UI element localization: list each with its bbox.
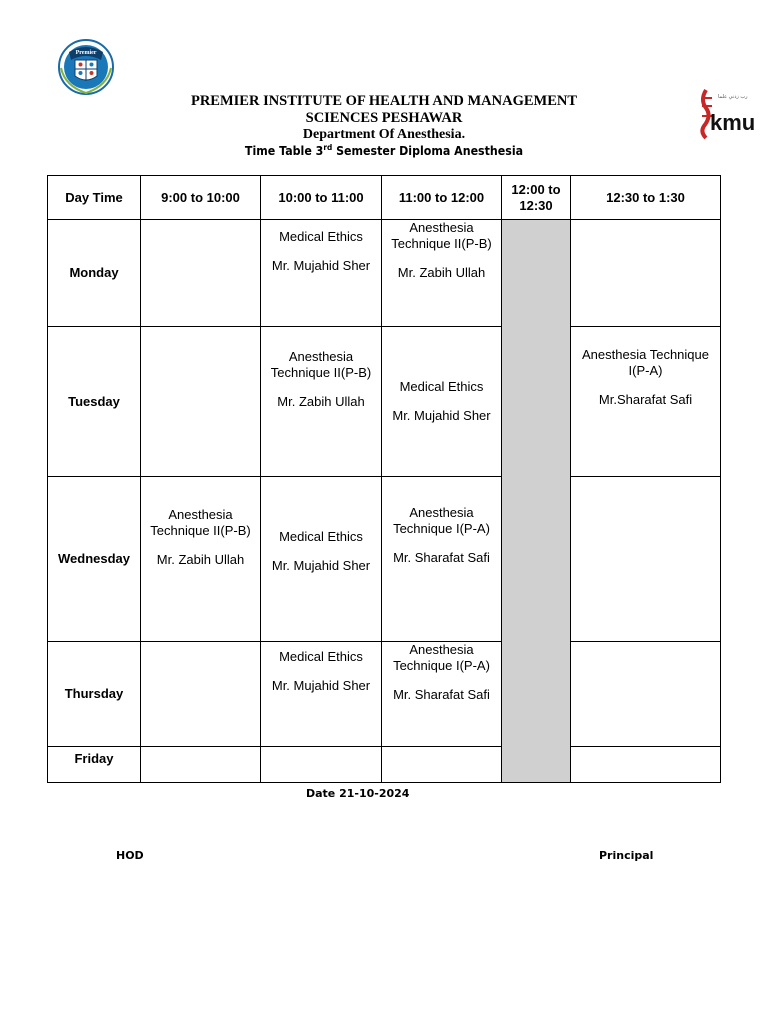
class-slot <box>141 477 261 642</box>
teacher-name: Mr. Mujahid Sher <box>271 558 371 573</box>
class-slot <box>382 477 502 642</box>
subject-name: Medical Ethics <box>279 229 363 244</box>
teacher-name: Mr. Zabih Ullah <box>277 394 365 409</box>
empty-slot <box>141 220 261 327</box>
empty-slot <box>141 327 261 477</box>
class-slot <box>382 327 502 477</box>
timetable-header-row <box>48 176 721 220</box>
empty-slot <box>141 642 261 747</box>
subject-name: Anesthesia Technique I(P-A) <box>393 505 490 536</box>
column-header: 10:00 to 11:00 <box>261 176 382 220</box>
empty-slot <box>571 220 721 327</box>
table-row <box>48 642 721 747</box>
column-header: 12:30 to 1:30 <box>571 176 721 220</box>
teacher-name: Mr. Zabih Ullah <box>397 265 486 280</box>
subject-name: Anesthesia Technique I(P-A) <box>393 642 490 673</box>
subject-name: Anesthesia Technique II(P-B) <box>150 507 251 538</box>
svg-text:Premier: Premier <box>75 50 97 56</box>
class-slot <box>571 327 721 477</box>
column-header: 11:00 to 12:00 <box>382 176 502 220</box>
class-slot <box>261 220 382 327</box>
principal-signature-label: Principal <box>599 849 654 862</box>
class-slot <box>382 220 502 327</box>
class-slot <box>261 642 382 747</box>
subject-name: Anesthesia Technique II(P-B) <box>391 220 492 251</box>
class-slot <box>261 477 382 642</box>
kmu-logo-text: kmu <box>710 110 756 135</box>
svg-text:رب زدني علما: رب زدني علما <box>718 94 748 100</box>
day-label: Tuesday <box>48 327 141 477</box>
institute-name-line1: PREMIER INSTITUTE OF HEALTH AND MANAGEMENT <box>190 93 578 109</box>
class-slot <box>382 642 502 747</box>
empty-slot <box>261 747 382 783</box>
teacher-name: Mr. Mujahid Sher <box>271 678 371 693</box>
subject-name: Medical Ethics <box>399 379 484 394</box>
day-label: Thursday <box>48 642 141 747</box>
subject-name: Medical Ethics <box>279 649 363 664</box>
empty-slot <box>382 747 502 783</box>
teacher-name: Mr. Sharafat Safi <box>393 687 490 702</box>
subject-name: Anesthesia Technique I(P-A) <box>582 347 709 378</box>
teacher-name: Mr. Sharafat Safi <box>393 550 490 565</box>
teacher-name: Mr. Zabih Ullah <box>156 552 245 567</box>
timetable-title: Time Table 3rd Semester Diploma Anesthesia <box>244 143 524 158</box>
empty-slot <box>571 642 721 747</box>
day-label: Friday <box>48 747 141 783</box>
institute-name-line2: SCIENCES PESHAWAR <box>305 110 463 126</box>
class-slot <box>261 327 382 477</box>
premier-institute-logo <box>55 38 117 96</box>
subject-name: Medical Ethics <box>279 529 363 544</box>
column-header: 12:00 to 12:30 <box>502 176 571 220</box>
table-row <box>48 220 721 327</box>
day-label: Monday <box>48 220 141 327</box>
teacher-name: Mr.Sharafat Safi <box>598 392 693 407</box>
subject-name: Anesthesia Technique II(P-B) <box>270 349 372 380</box>
teacher-name: Mr. Mujahid Sher <box>392 408 491 423</box>
empty-slot <box>141 747 261 783</box>
table-row <box>48 477 721 642</box>
hod-signature-label: HOD <box>116 849 144 862</box>
empty-slot <box>571 747 721 783</box>
timetable <box>47 175 721 783</box>
table-row <box>48 327 721 477</box>
lunch-break-column <box>502 220 571 783</box>
teacher-name: Mr. Mujahid Sher <box>271 258 371 273</box>
column-header: Day Time <box>48 176 141 220</box>
column-header: 9:00 to 10:00 <box>141 176 261 220</box>
department-title: Department Of Anesthesia. <box>302 127 466 142</box>
document-date: Date 21-10-2024 <box>306 787 410 800</box>
table-row <box>48 747 721 783</box>
day-label: Wednesday <box>48 477 141 642</box>
empty-slot <box>571 477 721 642</box>
